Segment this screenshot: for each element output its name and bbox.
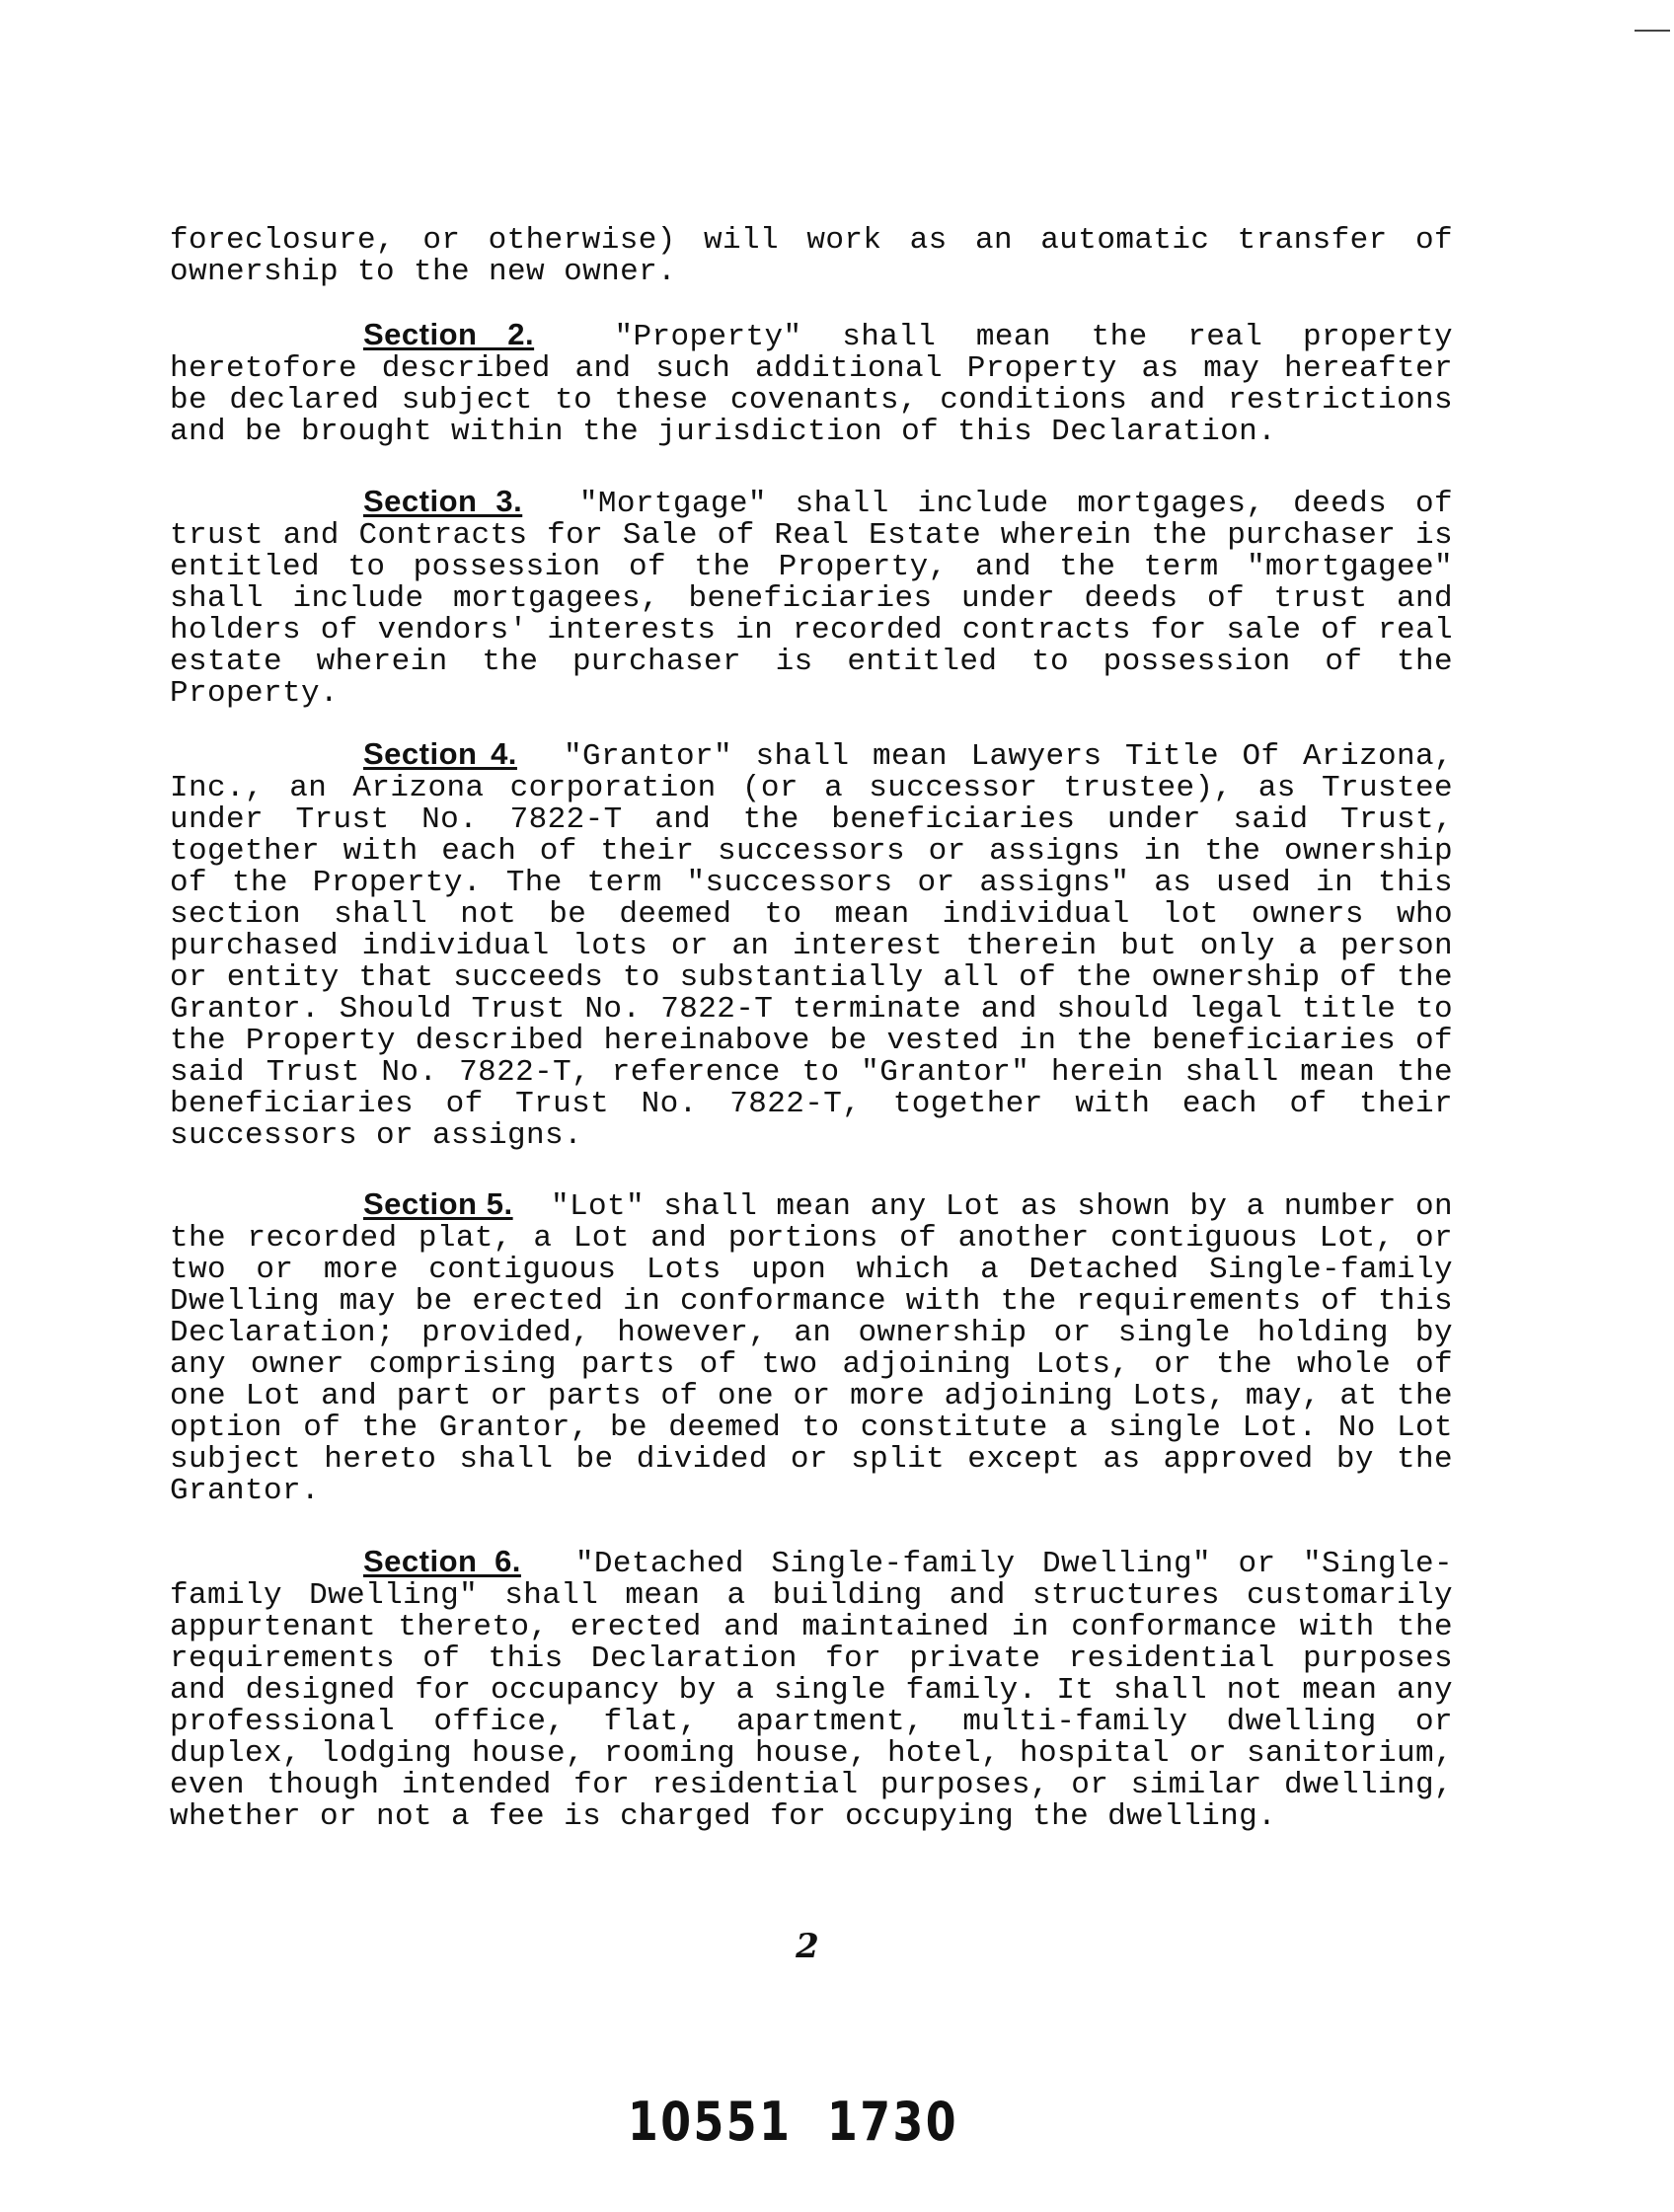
section-3-text: "Mortgage" shall include mortgages, deeds of trust and Contracts for Sale of Real Estate wherein the purchaser is entitled to possession of the Property, and the term "mortgagee" shall include mortgagees, beneficiaries under deeds of trust and holders of vendors' interests in recorded contracts for sale of real estate wherein the purchaser is entitled to possession of the Property. — [170, 487, 1453, 711]
section-2-paragraph — [170, 319, 1453, 448]
section-5-paragraph — [170, 1188, 1453, 1507]
paragraph-text: foreclosure, or otherwise) will work as an automatic transfer of ownership to the new owner. — [170, 223, 1453, 289]
section-6-heading: Section 6. — [363, 1544, 521, 1578]
section-5-text: "Lot" shall mean any Lot as shown by a number on the recorded plat, a Lot and portions of another contiguous Lot, or two or more contiguous Lots upon which a Detached Single-family Dwelling may be erected in conformance with the requirements of this Declaration; provided, however, an ownership or single holding by any owner comprising parts of two adjoining Lots, or the whole of one Lot and part or parts of one or more adjoining Lots, may, at the option of the Grantor, be deemed to constitute a single Lot. No Lot subject hereto shall be divided or split except as approved by the Grantor. — [170, 1189, 1453, 1508]
scan-mark — [1635, 30, 1670, 32]
section-6-text: "Detached Single-family Dwelling" or "Single-family Dwelling" shall mean a building and structures customarily appurtenant thereto, erected and maintained in conformance with the requirements of this Declaration for private residential purposes and designed for occupancy by a single family. It shall not mean any professional office, flat, apartment, multi-family dwelling or duplex, lodging house, rooming house, hotel, hospital or sanitorium, even though intended for residential purposes, or similar dwelling, whether or not a fee is charged for occupying the dwelling. — [170, 1547, 1453, 1834]
section-4-paragraph — [170, 738, 1453, 1152]
paragraph-continuation — [170, 225, 1453, 288]
section-4-heading: Section 4. — [363, 736, 517, 771]
recording-book-number: 10551 — [628, 2091, 793, 2153]
section-6-paragraph — [170, 1546, 1453, 1833]
section-3-paragraph — [170, 486, 1453, 710]
section-4-text: "Grantor" shall mean Lawyers Title Of Arizona, Inc., an Arizona corporation (or a successor trustee), as Trustee under Trust No. 7822-T and the beneficiaries under said Trust, together with each of their successors or assigns in the ownership of the Property. The term "successors or assigns" as used in this section shall not be deemed to mean individual lot owners who purchased individual lots or an interest therein but only a person or entity that succeeds to substantially all of the ownership of the Grantor. Should Trust No. 7822-T terminate and should legal title to the Property described hereinabove be vested in the beneficiaries of said Trust No. 7822-T, reference to "Grantor" herein shall mean the beneficiaries of Trust No. 7822-T, together with each of their successors or assigns. — [170, 739, 1454, 1153]
section-2-heading: Section 2. — [363, 317, 535, 351]
section-3-heading: Section 3. — [363, 484, 523, 518]
section-2-text: "Property" shall mean the real property heretofore described and such additional Property as may hereafter be declared subject to these covenants, conditions and restrictions and be brought within the jurisdiction of this Declaration. — [170, 320, 1454, 449]
recording-page-number: 1730 — [827, 2091, 959, 2153]
section-5-heading: Section 5. — [363, 1186, 513, 1221]
page-number: 2 — [796, 1927, 819, 1966]
